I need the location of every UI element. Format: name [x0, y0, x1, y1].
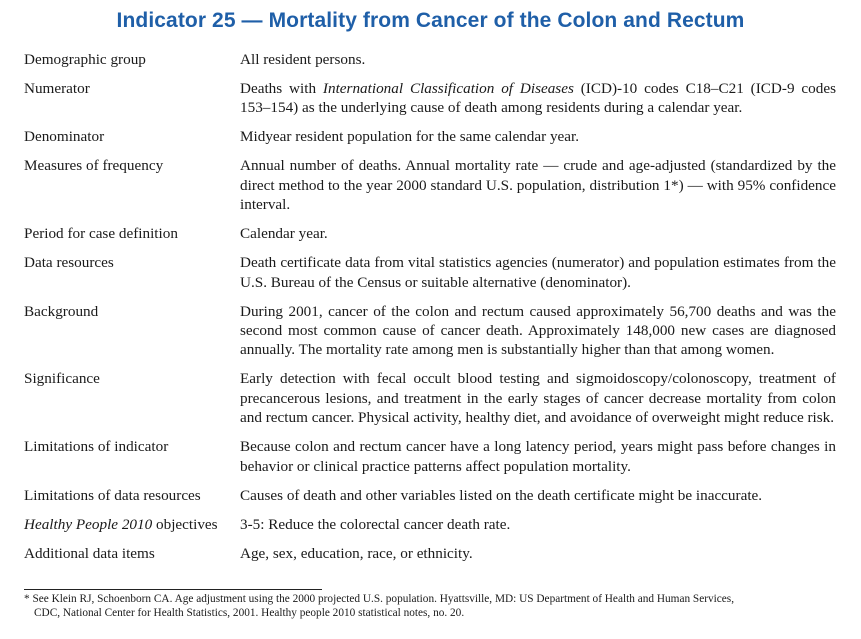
- indicator-definition-table: [24, 50, 836, 573]
- row-value-text: Causes of death and other variables listed on the death certificate might be inaccurate.: [240, 486, 763, 504]
- definition-row: [24, 156, 836, 214]
- row-label: Significance: [24, 370, 100, 388]
- row-label: Period for case definition: [24, 225, 178, 243]
- definition-row: [24, 369, 836, 427]
- definition-row: [24, 515, 836, 534]
- row-label-italic-part: Healthy People 2010: [24, 515, 153, 533]
- row-value: [240, 369, 836, 427]
- row-value-text: During 2001, cancer of the colon and rectum caused approximately 56,700 deaths and was the second most common cause of cancer death. Approximately 148,000 new cases are diagnosed annually. The mortality rate among men is substantially higher than that among women.: [240, 302, 836, 359]
- row-value-text: Midyear resident population for the same calendar year.: [240, 128, 580, 146]
- row-label: Limitations of data resources: [24, 486, 201, 504]
- definition-row: [24, 486, 836, 505]
- row-value: [240, 515, 836, 534]
- row-label: Numerator: [24, 80, 90, 97]
- row-value-text: Early detection with fecal occult blood testing and sigmoidoscopy/colonoscopy, treatment of precancerous lesions, and treatment in the early stages of cancer decrease mortality from colon and rectum cancer. Physical activity, healthy diet, and avoidance of overweight might reduce risk.: [240, 370, 836, 427]
- row-value: [240, 127, 836, 146]
- row-value-italic-text: International Classification of Diseases: [322, 80, 574, 97]
- row-value-text: Age, sex, education, race, or ethnicity.: [240, 544, 473, 562]
- row-value: [240, 79, 836, 118]
- row-label: Additional data items: [24, 544, 155, 562]
- row-value-text: Death certificate data from vital statistics agencies (numerator) and population estimates from the U.S. Bureau of the Census or suitable alternative (denominator).: [240, 254, 836, 291]
- definition-row: [24, 544, 836, 563]
- row-value-text: 3-5: Reduce the colorectal cancer death rate.: [240, 515, 511, 533]
- row-label: Demographic group: [24, 51, 146, 68]
- footnote-line: CDC, National Center for Health Statistics, 2001. Healthy people 2010 statistical notes, no. 20.: [34, 607, 465, 620]
- footnote-divider: [24, 589, 322, 590]
- footnote: [24, 592, 836, 620]
- definition-row: [24, 253, 836, 292]
- row-value: [240, 544, 836, 563]
- row-label: Limitations of indicator: [24, 438, 169, 456]
- row-label: Data resources: [24, 254, 114, 272]
- row-value: [240, 156, 836, 214]
- definition-row: [24, 224, 836, 243]
- row-value: [240, 437, 836, 476]
- row-value-text: Annual number of deaths. Annual mortality rate — crude and age-adjusted (standardized by the direct method to the year 2000 standard U.S. population, distribution 1*) — with 95% confidence interval.: [240, 157, 836, 214]
- definition-row: [24, 50, 836, 69]
- definition-row: [24, 127, 836, 146]
- row-value-text: Because colon and rectum cancer have a long latency period, years might pass before changes in behavior or clinical practice patterns affect population mortality.: [240, 438, 836, 475]
- row-value-text: (ICD)-10 codes C18–C21 (ICD-9 codes 153–154) as the underlying cause of death among residents during a calendar year.: [240, 80, 836, 117]
- footnote-line: * See Klein RJ, Schoenborn CA. Age adjustment using the 2000 projected U.S. population. Hyattsville, MD: US Department of Health and Human Services,: [24, 593, 735, 605]
- row-value-text: Calendar year.: [240, 225, 328, 243]
- row-label-rest: objectives: [152, 515, 218, 533]
- definition-row: [24, 302, 836, 360]
- row-value: [240, 302, 836, 360]
- definition-row: [24, 79, 836, 118]
- row-value: [240, 50, 836, 69]
- row-label: Background: [24, 302, 99, 320]
- row-label: [24, 515, 240, 534]
- row-label: Denominator: [24, 128, 105, 146]
- row-value-text: Deaths with: [240, 80, 323, 97]
- row-label: Measures of frequency: [24, 157, 164, 175]
- page-title: Indicator 25 — Mortality from Cancer of the Colon and Rectum: [116, 9, 745, 32]
- row-value: [240, 486, 836, 505]
- definition-row: [24, 437, 836, 476]
- row-value: [240, 253, 836, 292]
- row-value: [240, 224, 836, 243]
- row-value-text: All resident persons.: [240, 51, 366, 68]
